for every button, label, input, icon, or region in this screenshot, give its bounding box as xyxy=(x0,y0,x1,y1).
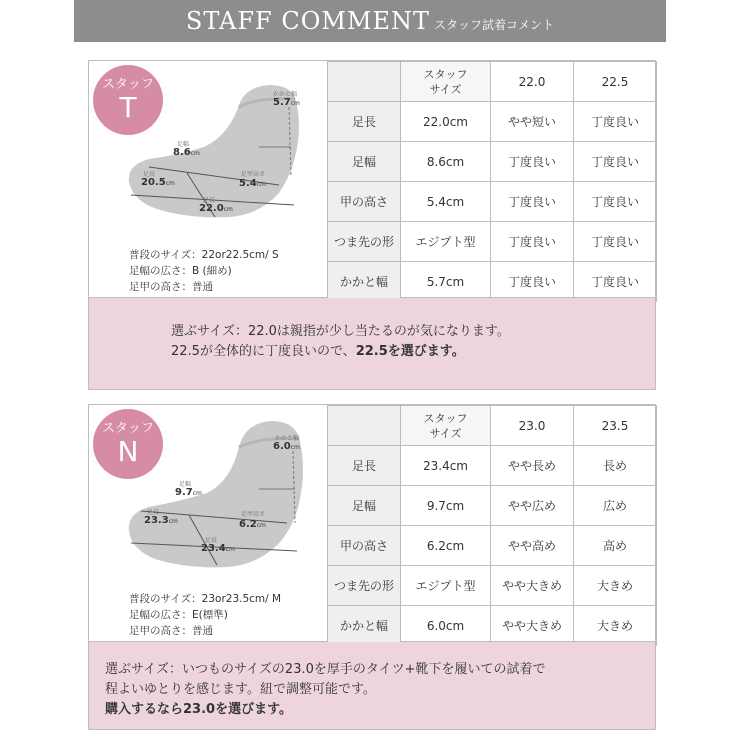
row-fit-a: やや広め xyxy=(491,486,574,526)
table-row xyxy=(328,526,657,566)
header-staff: スタッフ xyxy=(423,411,468,425)
foot-width-unit: cm xyxy=(190,150,200,157)
row-fit-b: 丁度良い xyxy=(574,262,657,302)
fit-table-header xyxy=(328,406,657,446)
foot-length-label: 足長 xyxy=(147,509,160,516)
row-staff-value: 6.0cm xyxy=(401,606,491,646)
row-label: かかと幅 xyxy=(328,606,401,646)
row-fit-b: 丁度良い xyxy=(574,222,657,262)
header-title-jp: スタッフ試着コメント xyxy=(434,17,555,32)
foot-width-label: 足幅 xyxy=(179,481,192,488)
foot-figure-area xyxy=(89,405,327,641)
row-staff-value: 6.2cm xyxy=(401,526,491,566)
header-size-b: 22.5 xyxy=(574,62,657,102)
header-staff: スタッフ xyxy=(423,67,468,81)
heel-width-label: かかと幅 xyxy=(273,91,298,98)
comment-line xyxy=(105,660,655,680)
comment-text: 選ぶサイズ：いつものサイズの23.0を厚手のタイツ+靴下を履いての試着で xyxy=(105,662,546,677)
staff-size-info xyxy=(129,591,281,639)
table-row xyxy=(328,566,657,606)
row-fit-a: やや短い xyxy=(491,102,574,142)
comment-text: 程よいゆとりを感じます。紐で調整可能です。 xyxy=(105,682,376,697)
row-fit-b: 丁度良い xyxy=(574,142,657,182)
row-label: つま先の形 xyxy=(328,222,401,262)
row-fit-a: 丁度良い xyxy=(491,182,574,222)
row-fit-b: 大きめ xyxy=(574,606,657,646)
foot-length-value xyxy=(144,515,178,526)
heel-width-label: かかと幅 xyxy=(275,435,300,442)
toe-length-label: 足長 xyxy=(203,197,216,204)
foot-width-info: 足幅の広さ：B (細め) xyxy=(129,265,232,277)
row-fit-a: やや大きめ xyxy=(491,566,574,606)
toe-length-value xyxy=(199,203,233,214)
heel-width-value xyxy=(273,97,300,108)
heel-width-unit: cm xyxy=(290,100,300,107)
row-fit-a: やや大きめ xyxy=(491,606,574,646)
header-size: サイズ xyxy=(429,82,462,96)
row-staff-value: 23.4cm xyxy=(401,446,491,486)
header-size-b: 23.5 xyxy=(574,406,657,446)
staff-comment-box xyxy=(88,298,656,390)
toe-length-value xyxy=(201,543,235,554)
foot-width-number: 8.6 xyxy=(173,147,191,158)
row-label: 足長 xyxy=(328,446,401,486)
header-blank xyxy=(328,62,401,102)
heel-width-value xyxy=(273,441,300,452)
header-size: サイズ xyxy=(429,426,462,440)
foot-length-unit: cm xyxy=(165,180,175,187)
row-staff-value: 5.7cm xyxy=(401,262,491,302)
row-label: 足幅 xyxy=(328,486,401,526)
fit-table-header xyxy=(328,62,657,102)
toe-length-unit: cm xyxy=(225,546,235,553)
table-row xyxy=(328,182,657,222)
row-fit-a: やや高め xyxy=(491,526,574,566)
table-row xyxy=(328,606,657,646)
table-row xyxy=(328,446,657,486)
comment-text: 22.5が全体的に丁度良いので、 xyxy=(171,344,356,359)
foot-width-label: 足幅 xyxy=(177,141,190,148)
staff-badge xyxy=(93,65,163,135)
instep-height-value xyxy=(239,519,266,530)
row-label: 足長 xyxy=(328,102,401,142)
comment-line xyxy=(171,322,655,342)
fit-table xyxy=(327,405,657,646)
row-staff-value: 9.7cm xyxy=(401,486,491,526)
instep-height-unit: cm xyxy=(256,181,266,188)
row-fit-a: 丁度良い xyxy=(491,262,574,302)
instep-height-label: 足甲高さ xyxy=(241,511,266,518)
comment-line xyxy=(105,680,655,700)
toe-length-number: 23.4 xyxy=(201,543,226,554)
foot-width-unit: cm xyxy=(192,490,202,497)
row-fit-b: 丁度良い xyxy=(574,102,657,142)
table-row xyxy=(328,262,657,302)
row-fit-b: 大きめ xyxy=(574,566,657,606)
toe-length-label: 足長 xyxy=(205,537,218,544)
row-staff-value: 22.0cm xyxy=(401,102,491,142)
row-fit-a: 丁度良い xyxy=(491,222,574,262)
instep-info: 足甲の高さ：普通 xyxy=(129,281,213,293)
row-staff-value: 5.4cm xyxy=(401,182,491,222)
staff-badge-letter: N xyxy=(117,435,139,468)
usual-size: 普段のサイズ：23or23.5cm/ M xyxy=(129,593,282,605)
header-size-a: 22.0 xyxy=(491,62,574,102)
heel-width-number: 6.0 xyxy=(273,441,291,452)
row-label: 甲の高さ xyxy=(328,182,401,222)
foot-length-number: 20.5 xyxy=(141,177,166,188)
instep-info: 足甲の高さ：普通 xyxy=(129,625,213,637)
foot-width-value xyxy=(173,147,200,158)
row-label: つま先の形 xyxy=(328,566,401,606)
comment-line xyxy=(171,342,655,362)
staff-panel-top xyxy=(88,404,656,642)
header-staff-size xyxy=(401,406,491,446)
row-staff-value: エジプト型 xyxy=(401,222,491,262)
toe-length-unit: cm xyxy=(223,206,233,213)
row-fit-b: 長め xyxy=(574,446,657,486)
row-staff-value: 8.6cm xyxy=(401,142,491,182)
row-label: 甲の高さ xyxy=(328,526,401,566)
row-label: かかと幅 xyxy=(328,262,401,302)
row-fit-a: 丁度良い xyxy=(491,142,574,182)
foot-length-number: 23.3 xyxy=(144,515,169,526)
staff-panel-top xyxy=(88,60,656,298)
comment-text: 選ぶサイズ：22.0は親指が少し当たるのが気になります。 xyxy=(171,324,510,339)
instep-height-value xyxy=(239,178,266,189)
staff-badge xyxy=(93,409,163,479)
section-header xyxy=(74,0,666,42)
staff-size-info xyxy=(129,247,279,295)
comment-emphasis: 22.5を選びます。 xyxy=(355,344,465,359)
foot-length-unit: cm xyxy=(168,518,178,525)
instep-height-number: 6.2 xyxy=(239,519,257,530)
table-row xyxy=(328,102,657,142)
header-title-en: STAFF COMMENT xyxy=(185,7,431,35)
staff-badge-label: スタッフ xyxy=(101,77,154,92)
header-size-a: 23.0 xyxy=(491,406,574,446)
foot-width-number: 9.7 xyxy=(175,487,193,498)
row-fit-a: やや長め xyxy=(491,446,574,486)
row-fit-b: 広め xyxy=(574,486,657,526)
foot-width-value xyxy=(175,487,202,498)
toe-length-number: 22.0 xyxy=(199,203,224,214)
foot-length-label: 足長 xyxy=(143,171,156,178)
instep-height-label: 足甲高さ xyxy=(241,171,266,178)
row-fit-b: 丁度良い xyxy=(574,182,657,222)
staff-badge-letter: T xyxy=(119,91,137,124)
usual-size: 普段のサイズ：22or22.5cm/ S xyxy=(129,249,279,261)
fit-table xyxy=(327,61,657,302)
instep-height-unit: cm xyxy=(256,522,266,529)
comment-line xyxy=(105,700,655,720)
staff-comment-box xyxy=(88,642,656,730)
instep-height-number: 5.4 xyxy=(239,178,257,189)
header-staff-size xyxy=(401,62,491,102)
foot-length-value xyxy=(141,177,175,188)
table-row xyxy=(328,142,657,182)
row-staff-value: エジプト型 xyxy=(401,566,491,606)
heel-width-number: 5.7 xyxy=(273,97,291,108)
heel-width-unit: cm xyxy=(290,444,300,451)
header-blank xyxy=(328,406,401,446)
table-row xyxy=(328,486,657,526)
foot-figure-area xyxy=(89,61,327,297)
row-label: 足幅 xyxy=(328,142,401,182)
foot-width-info: 足幅の広さ：E(標準) xyxy=(129,609,228,621)
row-fit-b: 高め xyxy=(574,526,657,566)
comment-emphasis: 購入するなら23.0を選びます。 xyxy=(105,702,293,717)
staff-badge-label: スタッフ xyxy=(101,421,154,436)
table-row xyxy=(328,222,657,262)
